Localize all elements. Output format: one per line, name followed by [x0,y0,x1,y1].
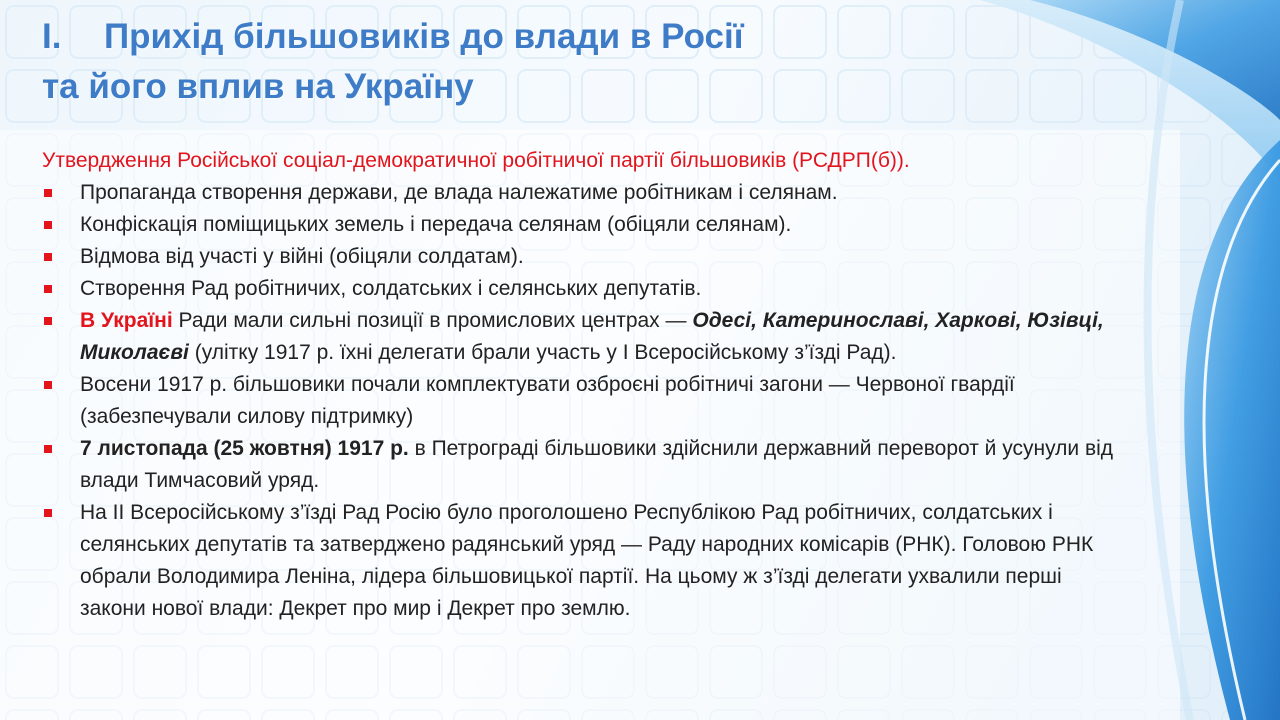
bullet-square-icon [44,317,52,325]
bullet-text: Відмова від участі у війні (обіцяли солдатам). [80,245,524,268]
bullet-item-confiscation [42,209,1132,241]
bullet-square-icon [44,445,52,453]
slide-subtitle: Утвердження Російської соціал-демократичної робітничої партії більшовиків (РСДРП(б)). [42,149,910,172]
bullet-text: Пропаганда створення держави, де влада належатиме робітникам і селянам. [80,181,838,204]
coup-date: 7 листопада (25 жовтня) 1917 р. [80,437,409,460]
bullet-square-icon [44,253,52,261]
bullet-square-icon [44,189,52,197]
bullet-list [42,177,1132,625]
bullet-text: (улітку 1917 р. їхні делегати брали участь у І Всеросійському з’їзді Рад). [188,341,897,364]
bullet-square-icon [44,221,52,229]
bullet-item-propaganda [42,177,1132,209]
title-number: I. [42,17,62,56]
bullet-item-ukraine [42,305,1132,369]
bullet-item-war-refusal [42,241,1132,273]
title-line-1: Прихід більшовиків до влади в Росії [104,17,744,56]
cities-list: Одесі, Катеринославі, Харкові, Юзівці, Миколаєві [80,309,1104,364]
bullet-text: На ІІ Всеросійському з’їзді Рад Росію було проголошено Республікою Рад робітничих, солдатських і селянських депутатів та затверджено радянський уряд — Раду народних комісарів (РНК). Головою РНК обрали Володимира Леніна, лідера більшовицької партії. На цьому ж з’їзді делегати ухвалили перші закони нової влади: Декрет про мир і Декрет про землю. [80,501,1094,620]
bullet-item-coup [42,433,1132,497]
bullet-square-icon [44,285,52,293]
bullet-text: Створення Рад робітничих, солдатських і селянських депутатів. [80,277,702,300]
bullet-text: в Петрограді більшовики здійснили державний переворот й усунули від влади Тимчасовий уряд. [80,437,1114,492]
bullet-item-soviets [42,273,1132,305]
bullet-square-icon [44,381,52,389]
ukraine-highlight: В Україні [80,309,173,332]
bullet-item-congress [42,497,1132,625]
bullet-text: Ради мали сильні позиції в промислових центрах — [172,309,693,332]
title-line-2: та його вплив на Україну [42,67,474,106]
bullet-text: Восени 1917 р. більшовики почали комплектувати озброєні робітничі загони — Червоної гвардії (забезпечували силову підтримку) [80,373,1015,428]
bullet-item-red-guard [42,369,1132,433]
slide-title [42,12,744,112]
bullet-square-icon [44,509,52,517]
bullet-text: Конфіскація поміщицьких земель і передача селянам (обіцяли селянам). [80,213,792,236]
